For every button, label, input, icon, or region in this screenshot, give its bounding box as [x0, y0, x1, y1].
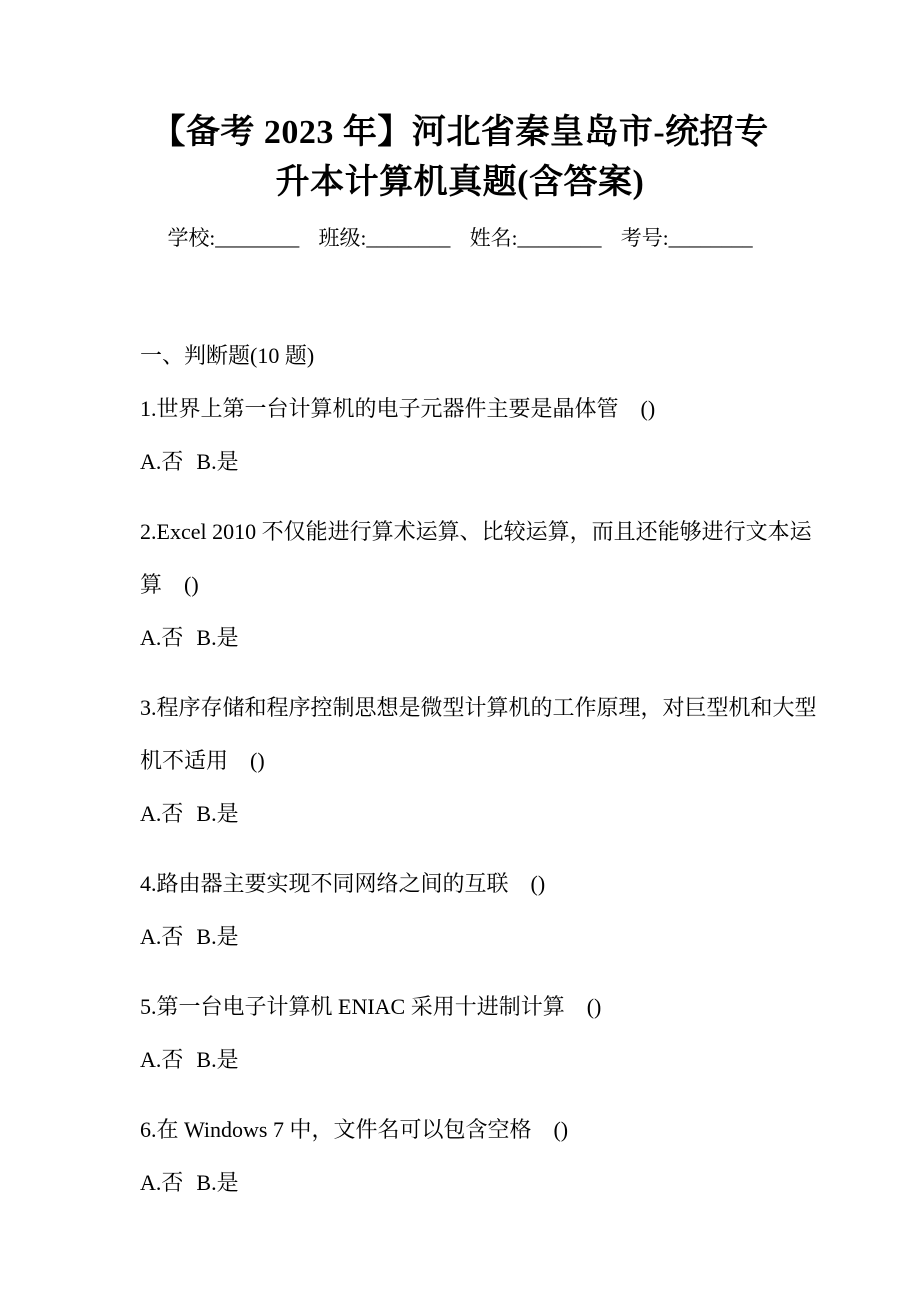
name-field — [470, 225, 602, 251]
question-6-text: 6.在 Windows 7 中，文件名可以包含空格 () — [140, 1117, 569, 1142]
question-5-options — [140, 1033, 780, 1086]
document-title-line-2: 升本计算机真题(含答案) — [275, 164, 645, 201]
question-2-options — [140, 611, 780, 664]
question-5-option-b: B.是 — [196, 1047, 239, 1072]
school-label: 学校: — [167, 226, 216, 250]
question-2-option-a: A.否 — [140, 625, 184, 650]
question-5-text: 5.第一台电子计算机 ENIAC 采用十进制计算 () — [140, 994, 602, 1019]
question-6-options — [140, 1156, 780, 1209]
class-label: 班级: — [318, 226, 367, 250]
question-5 — [140, 980, 780, 1086]
question-1 — [140, 382, 780, 488]
class-field — [319, 225, 451, 251]
exam-number-label: 考号: — [620, 226, 669, 250]
question-4-options — [140, 910, 780, 963]
question-1-options — [140, 435, 780, 488]
document-title — [140, 108, 780, 208]
question-6-option-b: B.是 — [196, 1170, 239, 1195]
question-2-text-line-1: 2.Excel 2010 不仅能进行算术运算、比较运算，而且还能够进行文本运 — [140, 519, 812, 544]
class-blank: ________ — [366, 226, 451, 250]
question-4-text: 4.路由器主要实现不同网络之间的互联 () — [140, 871, 546, 896]
question-3-options — [140, 787, 780, 840]
school-field — [167, 225, 299, 251]
question-3-option-b: B.是 — [196, 801, 239, 826]
document-title-line-1: 【备考 2023 年】河北省秦皇岛市-统招专 — [151, 114, 769, 151]
question-2 — [140, 505, 812, 664]
question-4-option-b: B.是 — [196, 924, 239, 949]
question-3-text-line-1: 3.程序存储和程序控制思想是微型计算机的工作原理，对巨型机和大型 — [140, 695, 817, 720]
question-6 — [140, 1103, 780, 1209]
question-6-option-a: A.否 — [140, 1170, 184, 1195]
question-4-option-a: A.否 — [140, 924, 184, 949]
question-3-text-line-2: 机不适用 () — [140, 748, 265, 773]
question-1-text: 1.世界上第一台计算机的电子元器件主要是晶体管 () — [140, 396, 656, 421]
question-1-option-a: A.否 — [140, 449, 184, 474]
exam-number-blank: ________ — [668, 226, 753, 250]
question-3 — [140, 681, 817, 840]
section-heading: 一、判断题(10 题) — [140, 343, 315, 368]
question-5-option-a: A.否 — [140, 1047, 184, 1072]
name-blank: ________ — [517, 226, 602, 250]
exam-number-field — [621, 225, 753, 251]
question-4 — [140, 857, 780, 963]
question-1-option-b: B.是 — [196, 449, 239, 474]
name-label: 姓名: — [469, 226, 518, 250]
exam-document — [140, 0, 817, 1209]
question-2-text-line-2: 算 () — [140, 572, 199, 597]
school-blank: ________ — [215, 226, 300, 250]
student-info-line — [140, 225, 780, 251]
question-3-option-a: A.否 — [140, 801, 184, 826]
question-2-option-b: B.是 — [196, 625, 239, 650]
